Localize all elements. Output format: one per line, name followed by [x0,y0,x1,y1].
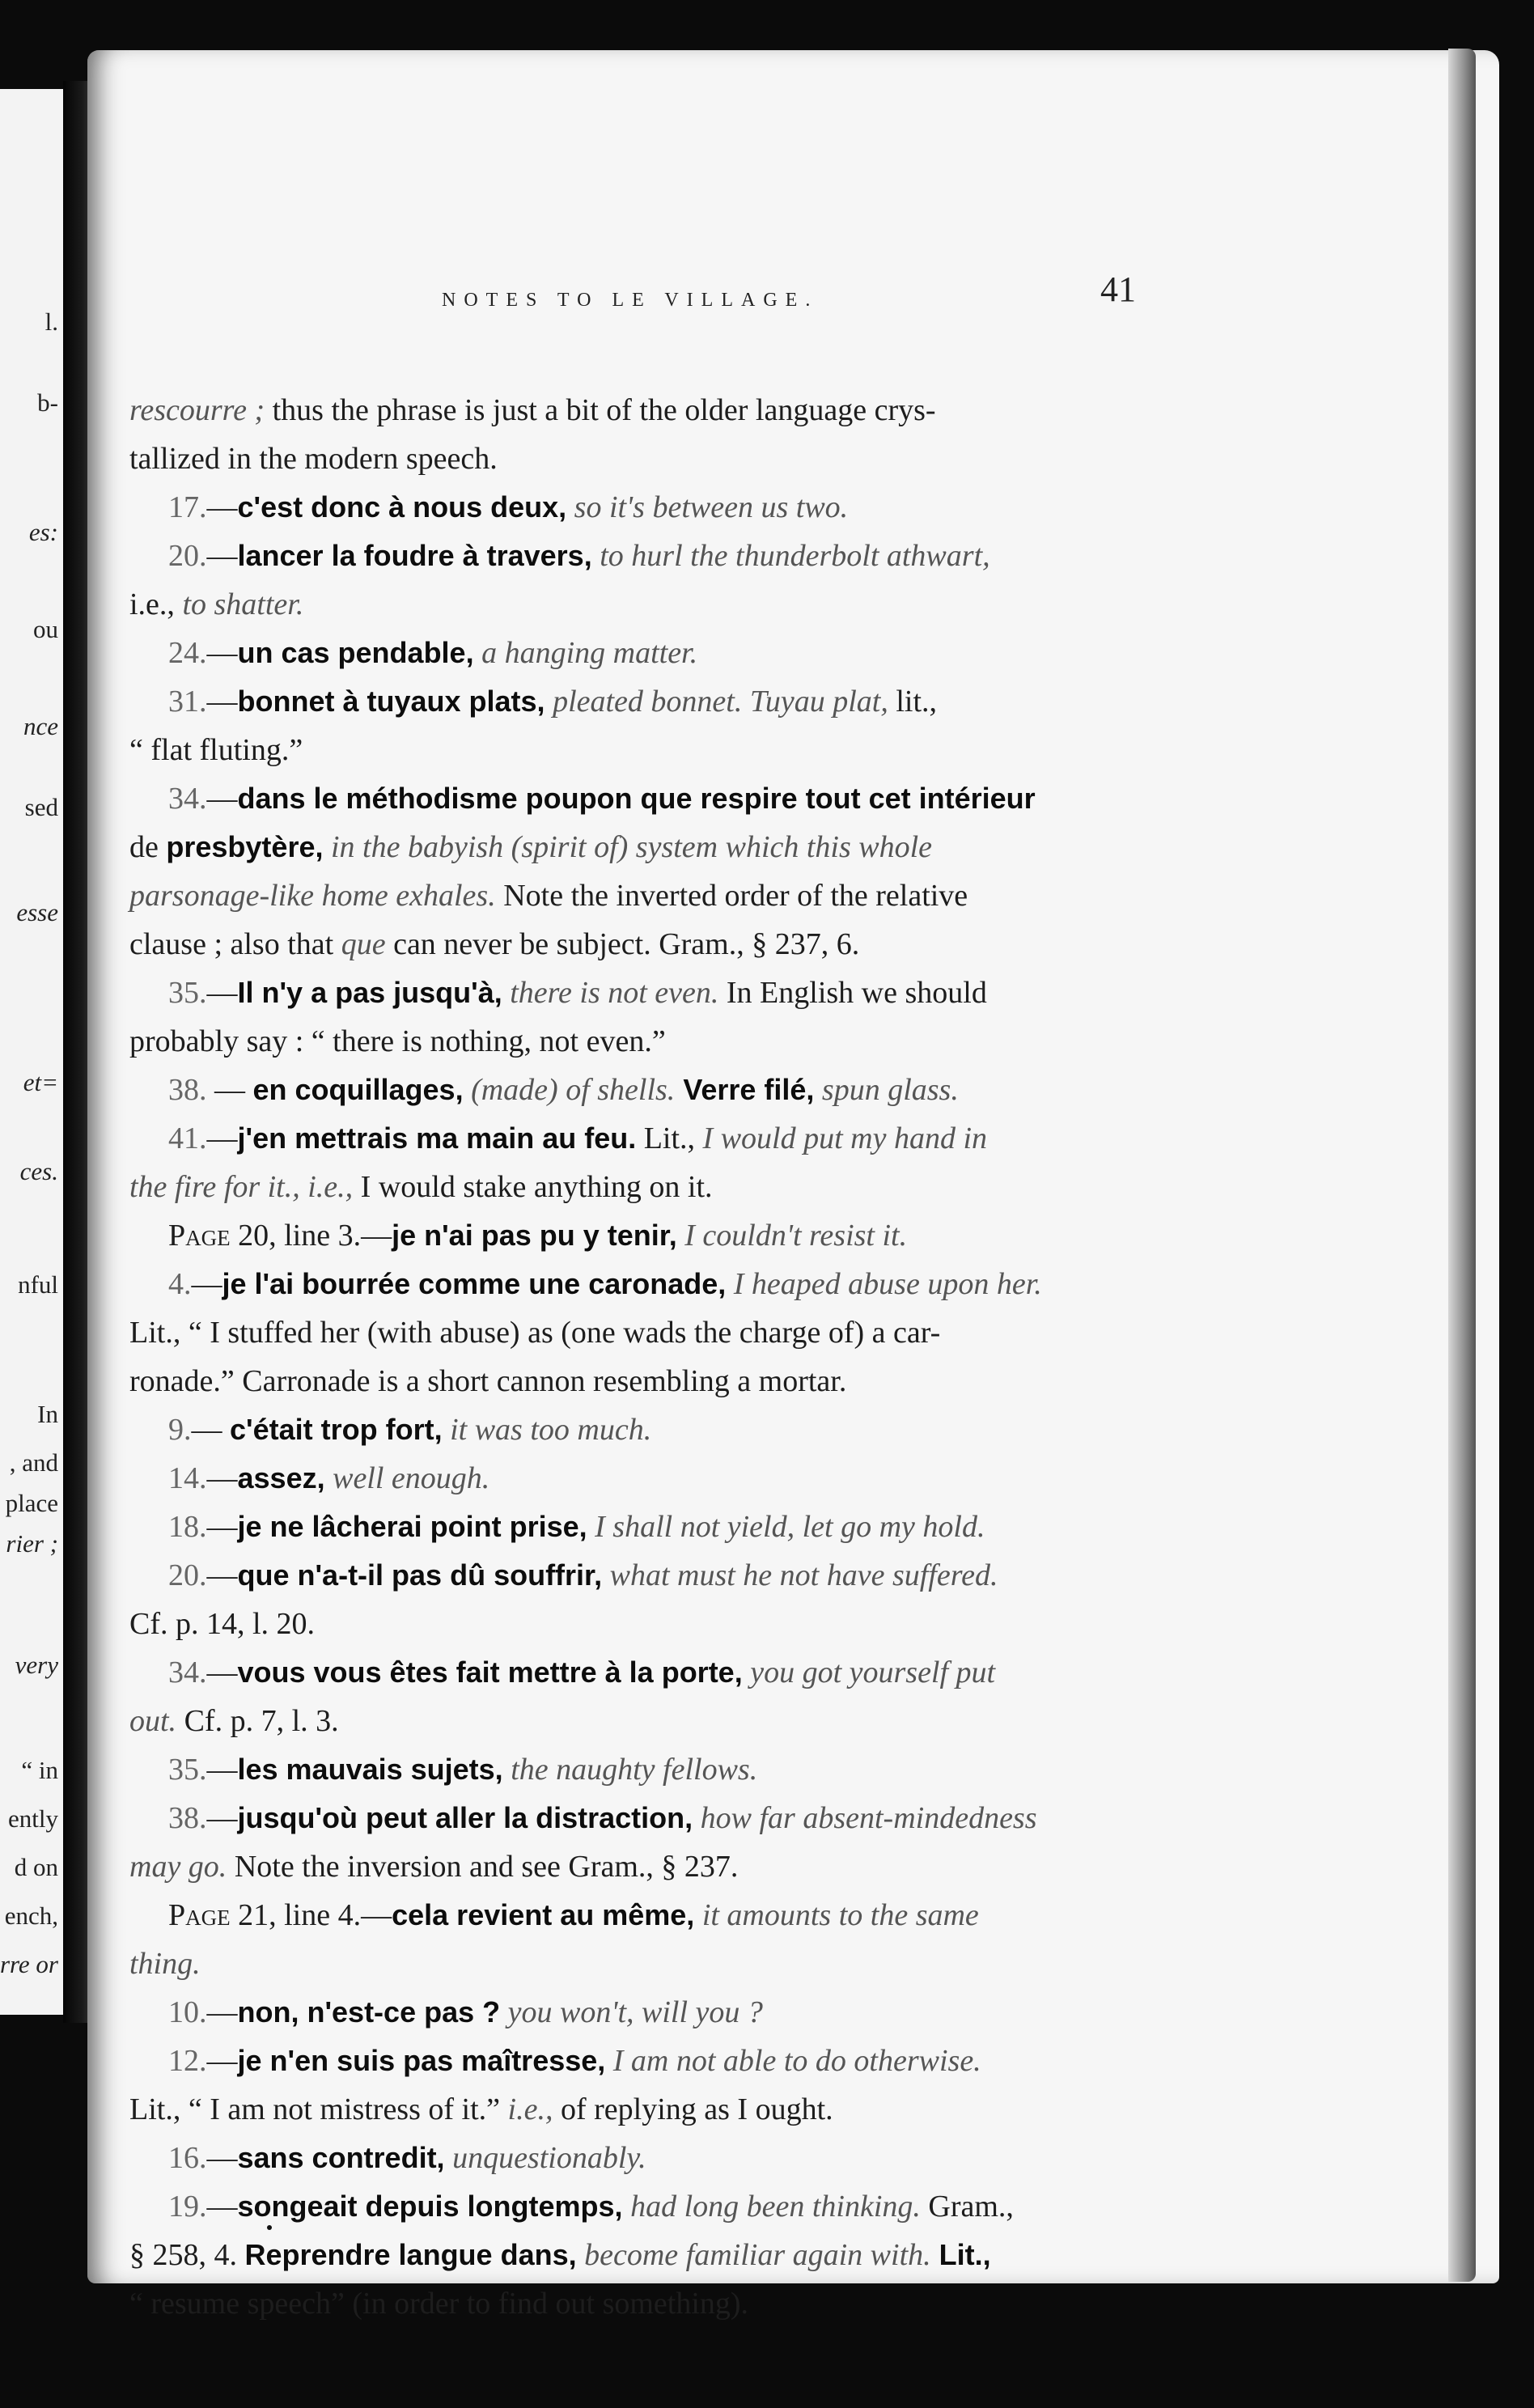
text-run: — [206,636,238,670]
left-page-text-fragment: nful [18,1270,58,1299]
translation: had long been thinking. [622,2190,921,2224]
page-edge [1448,49,1476,2282]
text-run: 10. [168,1995,207,2029]
text-line [129,823,1165,871]
specks [267,2225,272,2230]
text-run: 24. [168,636,207,670]
text-run: Note the inversion and see Gram., § 237. [227,1850,739,1884]
text-run: Lit., “ I stuffed her (with abuse) as (one wads the charge of) a car- [129,1316,941,1350]
french-phrase: un cas pendable, [237,636,474,669]
french-phrase: assez, [237,1461,325,1494]
translation: so it's between us two. [566,490,849,524]
text-line [129,1697,1165,1745]
translation: I couldn't resist it. [676,1219,908,1253]
text-run: 18. [168,1510,207,1544]
text-line [129,1017,1165,1066]
text-line [129,677,1165,726]
text-line [129,1260,1165,1308]
translation: unquestionably. [444,2141,646,2175]
text-run: tallized in the modern speech. [129,442,498,476]
text-run: lit., [888,685,938,719]
text-run: — [206,782,238,816]
text-line [129,1114,1165,1163]
french-phrase: que n'a-t-il pas dû souffrir, [237,1558,603,1592]
text-run: Cf. p. 7, l. 3. [176,1704,339,1738]
text-run: 31. [168,685,207,719]
french-phrase: j'en mettrais ma main au feu. [237,1121,637,1155]
text-line [129,2037,1165,2085]
text-run: 41. [168,1121,207,1155]
running-title: NOTES TO LE VILLAGE. [442,290,819,311]
text-run: “ resume speech” (in order to find out something). [129,2287,749,2321]
text-run: Cf. p. 14, l. 20. [129,1607,316,1641]
translation: I heaped abuse upon her. [726,1267,1042,1301]
french-phrase: dans le méthodisme poupon que respire tout cet intérieur [237,782,1036,815]
text-run: probably say : “ there is nothing, not even.” [129,1024,666,1058]
page-number: 41 [1100,269,1136,309]
translation: I am not able to do otherwise. [605,2044,981,2078]
french-phrase: en coquillages, [252,1073,464,1106]
text-line [129,1066,1165,1114]
text-line [129,920,1165,969]
translation: there is not even. [502,976,719,1010]
left-page-text-fragment: very [15,1651,58,1679]
left-page-text-fragment: es: [28,518,58,546]
french-phrase: c'est donc à nous deux, [237,490,567,524]
page-header [87,269,1499,341]
translation: to hurl the thunderbolt athwart, [591,539,990,573]
text-run: — [191,1267,222,1301]
text-line [129,1842,1165,1891]
text-run: Page [168,1898,231,1932]
left-page-text-fragment: ces. [19,1157,58,1185]
text-run: In English we should [718,976,987,1010]
text-run: — [206,1995,238,2029]
french-phrase: je ne lâcherai point prise, [237,1510,587,1543]
text-run: 20, line 3.— [230,1219,392,1253]
text-line [129,2279,1165,2328]
translation: rescourre ; [129,393,265,427]
text-run: clause ; also that [129,927,341,961]
text-run: “ flat fluting.” [129,733,303,767]
translation: parsonage-like home exhales. [129,879,496,913]
text-line [129,1163,1165,1211]
text-run: 35. [168,976,207,1010]
text-line [129,1357,1165,1405]
left-page-text-fragment: et= [23,1068,58,1096]
translation: i.e., [507,2092,553,2126]
text-run: — [206,490,238,524]
french-phrase: je n'ai pas pu y tenir, [392,1219,677,1252]
left-page-text-fragment: nce [23,712,58,740]
text-run: Lit., “ I am not mistress of it.” [129,2092,508,2126]
translation: the fire for it., i.e., [129,1170,354,1204]
text-line [129,1551,1165,1600]
text-run: thus the phrase is just a bit of the older language crys- [265,393,936,427]
french-phrase: Lit., [930,2238,991,2271]
text-run: — [206,1461,238,1495]
left-page-text-fragment: ench, [4,1901,58,1930]
text-run: 4. [168,1267,192,1301]
text-run: — [206,2190,238,2224]
translation: I shall not yield, let go my hold. [587,1510,985,1544]
translation: que [341,927,386,961]
text-line [129,629,1165,677]
text-line [129,580,1165,629]
text-run: — [206,1073,253,1107]
left-page-text-fragment: l. [44,307,58,336]
translation: may go. [129,1850,227,1884]
translation: how far absent-mindedness [693,1801,1037,1835]
text-line [129,483,1165,532]
text-run: Note the inverted order of the relative [495,879,968,913]
text-run: § 258, 4. [129,2238,245,2272]
text-line [129,1405,1165,1454]
translation: out. [129,1704,177,1738]
left-page-text-fragment: place [5,1489,58,1517]
french-phrase: presbytère, [166,830,324,863]
text-run: 16. [168,2141,207,2175]
text-run: — [206,685,238,719]
text-run: can never be subject. Gram., § 237, 6. [385,927,860,961]
translation: it was too much. [442,1413,652,1447]
text-line [129,774,1165,823]
translation: a hanging matter. [473,636,698,670]
text-line [129,1308,1165,1357]
text-run: 34. [168,782,207,816]
left-page-text-fragment: In [37,1400,58,1428]
left-page-text-fragment: , and [9,1448,58,1477]
text-run: 20. [168,1558,207,1592]
text-run: — [206,1656,238,1689]
left-page-text-fragment: b- [37,388,58,417]
french-phrase: lancer la foudre à travers, [237,539,592,572]
book-page [87,50,1499,2321]
notes-text [129,386,1165,2328]
translation: it amounts to the same [694,1898,979,1932]
left-page-text-fragment: ently [8,1804,58,1833]
translation: thing. [129,1947,201,1981]
translation: the naughty fellows. [502,1753,758,1787]
french-phrase: vous vous êtes fait mettre à la porte, [237,1656,743,1689]
text-run: 19. [168,2190,207,2224]
text-line [129,1988,1165,2037]
text-run: i.e., [129,587,183,621]
french-phrase: c'était trop fort, [230,1413,443,1446]
french-phrase: cela revient au même, [392,1898,695,1931]
text-line [129,1648,1165,1697]
text-line [129,2182,1165,2231]
text-line [129,1454,1165,1503]
text-line [129,386,1165,435]
french-phrase: les mauvais sujets, [237,1753,503,1786]
adjacent-page-fragment [0,89,63,2015]
french-phrase: je l'ai bourrée comme une caronade, [222,1267,727,1300]
text-line [129,1794,1165,1842]
text-run: 38. [168,1073,207,1107]
text-run: — [206,1510,238,1544]
text-run: I would stake anything on it. [353,1170,713,1204]
text-run: — [191,1413,230,1447]
text-run: 12. [168,2044,207,2078]
left-page-text-fragment: ou [33,615,58,643]
translation: well enough. [324,1461,490,1495]
text-line [129,1600,1165,1648]
text-run: 21, line 4.— [230,1898,392,1932]
text-run: 14. [168,1461,207,1495]
text-line [129,871,1165,920]
text-run: 35. [168,1753,207,1787]
text-run: — [206,1121,238,1155]
translation: you got yourself put [742,1656,996,1689]
french-phrase: songeait depuis longtemps, [237,2190,623,2223]
translation: (made) of shells. [463,1073,676,1107]
text-run: 20. [168,539,207,573]
french-phrase: bonnet à tuyaux plats, [237,685,545,718]
text-line [129,1503,1165,1551]
text-run: — [206,2141,238,2175]
text-line [129,2231,1165,2279]
left-page-text-fragment: sed [24,793,58,821]
translation: what must he not have suffered. [602,1558,998,1592]
text-line [129,969,1165,1017]
left-page-text-fragment: rier ; [6,1529,58,1558]
text-line [129,1745,1165,1794]
text-line [129,1211,1165,1260]
translation: pleated bonnet. Tuyau plat, [545,685,888,719]
left-page-text-fragment: esse [16,898,58,926]
text-run: 9. [168,1413,192,1447]
french-phrase: Il n'y a pas jusqu'à, [237,976,502,1009]
translation: in the babyish (spirit of) system which this whole [323,830,933,864]
text-run: — [206,976,238,1010]
text-line [129,532,1165,580]
text-line [129,726,1165,774]
french-phrase: Reprendre langue dans, [244,2238,577,2271]
text-line [129,1940,1165,1988]
french-phrase: non, n'est-ce pas ? [237,1995,501,2029]
text-run: — [206,2044,238,2078]
text-run: Lit., [636,1121,703,1155]
text-run: 34. [168,1656,207,1689]
left-page-text-fragment: “ in [21,1756,58,1784]
text-line [129,1891,1165,1940]
text-run: — [206,539,238,573]
translation: to shatter. [182,587,304,621]
french-phrase: Verre filé, [675,1073,815,1106]
translation: spun glass. [814,1073,959,1107]
translation: become familiar again with. [576,2238,931,2272]
text-run: 38. [168,1801,207,1835]
left-page-text-fragment: rre or [0,1950,58,1978]
text-run: — [206,1801,238,1835]
text-run: of replying as I ought. [553,2092,833,2126]
translation: I would put my hand in [702,1121,988,1155]
french-phrase: sans contredit, [237,2141,445,2174]
left-page-text-fragment: d on [14,1853,58,1881]
text-run: Page [168,1219,231,1253]
text-run: ronade.” Carronade is a short cannon resembling a mortar. [129,1364,847,1398]
text-run: de [129,830,167,864]
text-run: 17. [168,490,207,524]
translation: you won't, will you ? [500,1995,763,2029]
french-phrase: je n'en suis pas maîtresse, [237,2044,606,2077]
text-line [129,2134,1165,2182]
text-line [129,2085,1165,2134]
text-run: Gram., [920,2190,1014,2224]
french-phrase: jusqu'où peut aller la distraction, [237,1801,693,1834]
text-line [129,435,1165,483]
text-run: — [206,1558,238,1592]
text-run: — [206,1753,238,1787]
